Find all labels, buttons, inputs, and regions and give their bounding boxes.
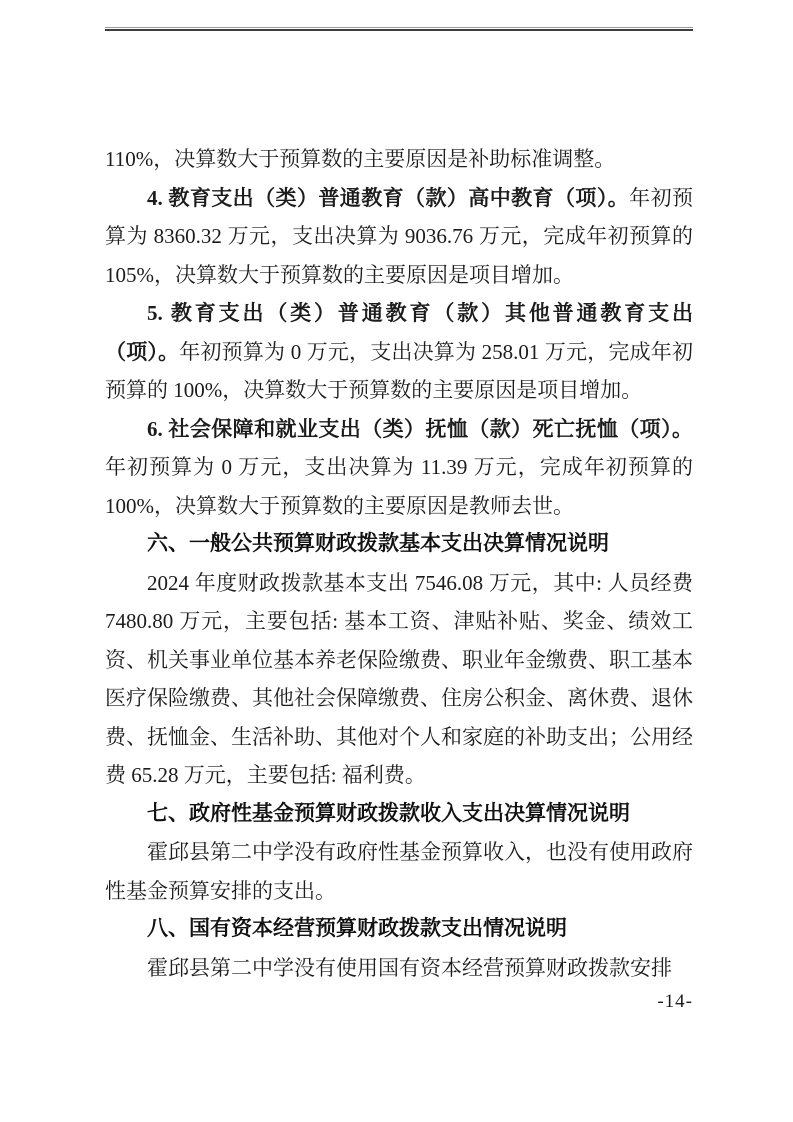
header-rule	[105, 27, 693, 31]
paragraph-gov-fund: 霍邱县第二中学没有政府性基金预算收入，也没有使用政府性基金预算安排的支出。	[105, 840, 693, 903]
item-6-body: 年初预算为 0 万元，支出决算为 11.39 万元，完成年初预算的 100%，决算数大于预算数的主要原因是教师去世。	[105, 455, 693, 518]
paragraph-item-4	[105, 179, 693, 295]
item-4-lead: 4. 教育支出（类）普通教育（款）高中教育（项）。	[147, 185, 630, 210]
item-5-body: 年初预算为 0 万元，支出决算为 258.01 万元，完成年初预算的 100%，决算数大于预算数的主要原因是项目增加。	[105, 339, 694, 402]
item-6-lead: 6. 社会保障和就业支出（类）抚恤（款）死亡抚恤（项）。	[147, 416, 693, 441]
paragraph-basic-expenditure: 2024 年度财政拨款基本支出 7546.08 万元，其中: 人员经费 7480.80 万元，主要包括: 基本工资、津贴补贴、奖金、绩效工资、机关事业单位基本养老保险缴费、职业年金缴费、职工基本医疗保险缴费、其他社会保障缴费、住房公积金、离休费、退休费、抚恤金、生活补助、其他对个人和家庭的补助支出；公用经费 65.28 万元，主要包括: 福利费。	[105, 570, 693, 787]
document-body	[105, 140, 693, 987]
paragraph-state-capital: 霍邱县第二中学没有使用国有资本经营预算财政拨款安排	[147, 955, 672, 980]
paragraph-item-6	[105, 410, 693, 526]
section-heading-6: 六、一般公共预算财政拨款基本支出决算情况说明	[147, 532, 609, 555]
paragraph-continuation: 110%，决算数大于预算数的主要原因是补助标准调整。	[105, 147, 616, 171]
section-heading-8: 八、国有资本经营预算财政拨款支出情况说明	[147, 917, 567, 940]
item-5-lead: 5. 教育支出（类）普通教育（款）其他普通教育支出（项）。	[105, 301, 693, 364]
page-number: -14-	[657, 991, 693, 1012]
item-4-body: 年初预算为 8360.32 万元，支出决算为 9036.76 万元，完成年初预算的 105%，决算数大于预算数的主要原因是项目增加。	[105, 185, 694, 287]
paragraph-item-5	[105, 294, 693, 410]
section-heading-7: 七、政府性基金预算财政拨款收入支出决算情况说明	[147, 801, 630, 825]
